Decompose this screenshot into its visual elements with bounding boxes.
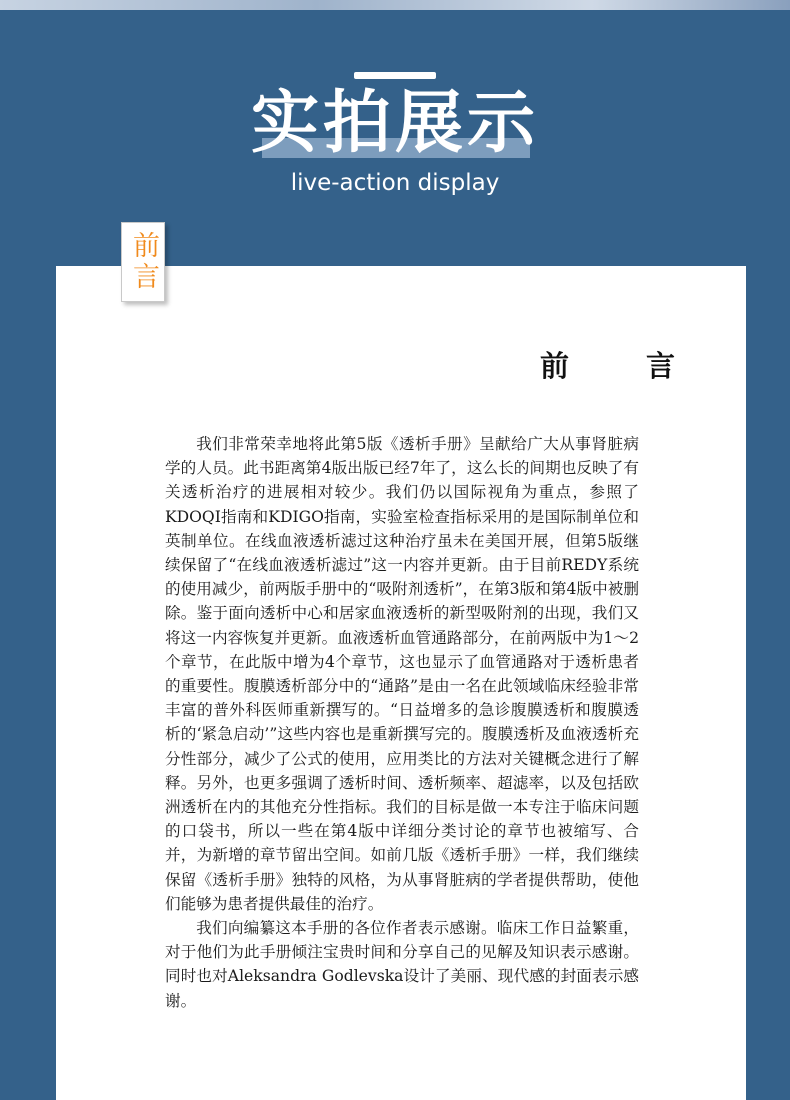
body-paragraph: 我们非常荣幸地将此第5版《透析手册》呈献给广大从事肾脏病学的人员。此书距离第4版出版已经7年了，这么长的间期也反映了有关透析治疗的进展相对较少。我们仍以国际视角为重点，参照了KDOQI指南和KDIGO指南，实验室检查指标采用的是国际制单位和英制单位。在线血液透析滤过这种治疗虽未在美国开展，但第5版继续保留了“在线血液透析滤过”这一内容并更新。由于目前REDY系统的使用减少，前两版手册中的“吸附剂透析”，在第3版和第4版中被删除。鉴于面向透析中心和居家血液透析的新型吸附剂的出现，我们又将这一内容恢复并更新。血液透析血管通路部分，在前两版中为1～2个章节，在此版中增为4个章节，这也显示了血管通路对于透析患者的重要性。腹膜透析部分中的“通路”是由一名在此领域临床经验非常丰富的普外科医师重新撰写的。“日益增多的急诊腹膜透析和腹膜透析的‘紧急启动’”这些内容也是重新撰写完的。腹膜透析及血液透析充分性部分，减少了公式的使用，应用类比的方法对关键概念进行了解释。另外，也更多强调了透析时间、透析频率、超滤率，以及包括欧洲透析在内的其他充分性指标。我们的目标是做一本专注于临床问题的口袋书，所以一些在第4版中详细分类讨论的章节也被缩写、合并，为新增的章节留出空间。如前几版《透析手册》一样，我们继续保留《透析手册》独特的风格，为从事肾脏病的学者提供帮助，使他们能够为患者提供最佳的治疗。: [165, 435, 639, 913]
chapter-tab-label: 前言: [128, 231, 159, 293]
body-paragraph: 我们向编纂这本手册的各位作者表示感谢。临床工作日益繁重，对于他们为此手册倾注宝贵时间和分享自己的见解及知识表示感谢。同时也对Aleksandra Godlevska设计了美丽、现代感的封面表示感谢。: [165, 919, 639, 1010]
page-heading: 前 言: [540, 349, 700, 383]
section-subtitle: live-action display: [290, 170, 500, 196]
page-body: [165, 432, 639, 1013]
chapter-tab: [121, 222, 165, 302]
section-title: 实拍展示: [250, 84, 539, 163]
title-decoration-bar: [354, 72, 436, 79]
top-banner-strip: [0, 0, 790, 10]
